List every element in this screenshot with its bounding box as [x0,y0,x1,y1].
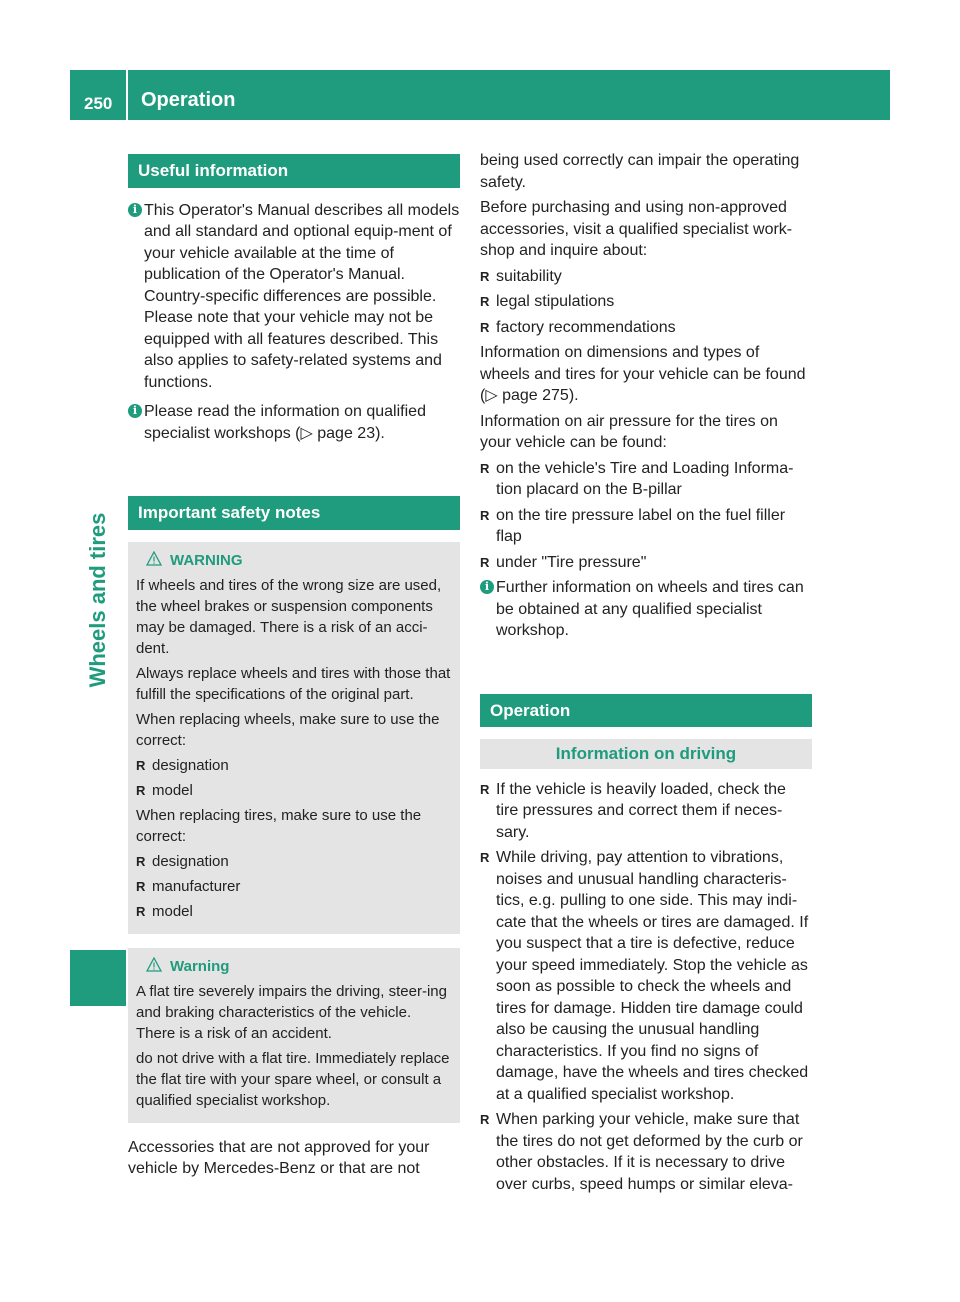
list-item: R under "Tire pressure" [480,552,812,574]
section-heading-important-safety-notes: Important safety notes [128,496,460,530]
body-text: Information on dimensions and types of wheels and tires for your vehicle can be found (▷ page 275). [480,344,806,404]
info-note [480,577,812,642]
info-note [128,401,460,444]
chapter-title: Operation [141,89,236,111]
info-note-text: Please read the information on qualified specialist workshops (▷ page 23). [144,403,426,442]
list-item: R model [136,901,452,922]
info-note [128,200,460,394]
list-item: R factory recommendations [480,317,812,339]
list-item: R If the vehicle is heavily loaded, check the tire pressures and correct them if neces-sary. [480,779,812,844]
info-icon: i [128,203,142,217]
info-note-text: Further information on wheels and tires can be obtained at any qualified specialist workshop. [496,579,804,639]
list-item: R While driving, pay attention to vibrations, noises and unusual handling characteris-tics, e.g. pulling to one side. This may indi-cate that the wheels or tires are damaged. If you suspect that a tire is defective, reduce your speed immediately. Stop the vehicle as soon as possible to check the wheels and tires for damage. Hidden tire damage could also be causing the unusual handling characteristics. If you find no signs of damage, have the wheels and tires checked at a qualified specialist workshop. [480,847,812,1105]
list-item: R suitability [480,266,812,288]
page-number: 250 [84,94,113,113]
body-text: Before purchasing and using non-approved accessories, visit a qualified specialist work-shop and inquire about: [480,199,793,259]
warning-heading [136,550,452,571]
right-column [480,150,812,1199]
body-text: Information on air pressure for the tires on your vehicle can be found: [480,412,778,451]
section-heading-operation: Operation [480,694,812,728]
warning-text: If wheels and tires of the wrong size are used, the wheel brakes or suspension components may be damaged. There is a risk of an acci-dent. [136,576,442,657]
left-column [128,150,460,1184]
info-note-text: This Operator's Manual describes all models and all standard and optional equip-ment of your vehicle available at the time of publication of the Operator's Manual. Country-specific differences are possible. Please note that your vehicle may not be equipped with all features described. This also applies to safety-related systems and functions. [144,201,460,391]
warning-heading-text: WARNING [170,551,243,569]
list-item: R designation [136,755,452,776]
list-item: R model [136,780,452,801]
warning-text: When replacing tires, make sure to use the correct: [136,806,422,845]
warning-triangle-icon [146,551,162,567]
warning-text: Always replace wheels and tires with those that fulfill the specifications of the original part. [136,664,451,703]
warning-triangle-icon [146,957,162,973]
body-text: being used correctly can impair the operating safety. [480,152,800,191]
list-item: R on the tire pressure label on the fuel filler flap [480,505,812,548]
warning-heading-text: Warning [170,957,230,975]
list-item: R designation [136,851,452,872]
side-tab-label: Wheels and tires [85,512,110,688]
warning-text: When replacing wheels, make sure to use the correct: [136,710,440,749]
body-text: Accessories that are not approved for your vehicle by Mercedes-Benz or that are not [128,1138,430,1177]
list-item: R legal stipulations [480,291,812,313]
warning-text: A flat tire severely impairs the driving, steer-ing and braking characteristics of the vehicle. There is a risk of an accident. [136,982,447,1042]
info-icon: i [480,580,494,594]
list-item: R on the vehicle's Tire and Loading Informa-tion placard on the B-pillar [480,458,812,501]
warning-box [128,948,460,1123]
side-tab-marker [70,950,126,1006]
warning-text: do not drive with a flat tire. Immediately replace the flat tire with your spare wheel, or consult a qualified specialist workshop. [136,1049,450,1109]
warning-box [128,542,460,934]
list-item: R When parking your vehicle, make sure that the tires do not get deformed by the curb or other obstacles. If it is necessary to drive over curbs, speed humps or similar eleva- [480,1109,812,1195]
info-icon: i [128,404,142,418]
warning-heading [136,956,452,977]
subsection-heading-information-on-driving: Information on driving [480,739,812,769]
header-divider [126,70,128,120]
list-item: R manufacturer [136,876,452,897]
section-heading-useful-information: Useful information [128,154,460,188]
